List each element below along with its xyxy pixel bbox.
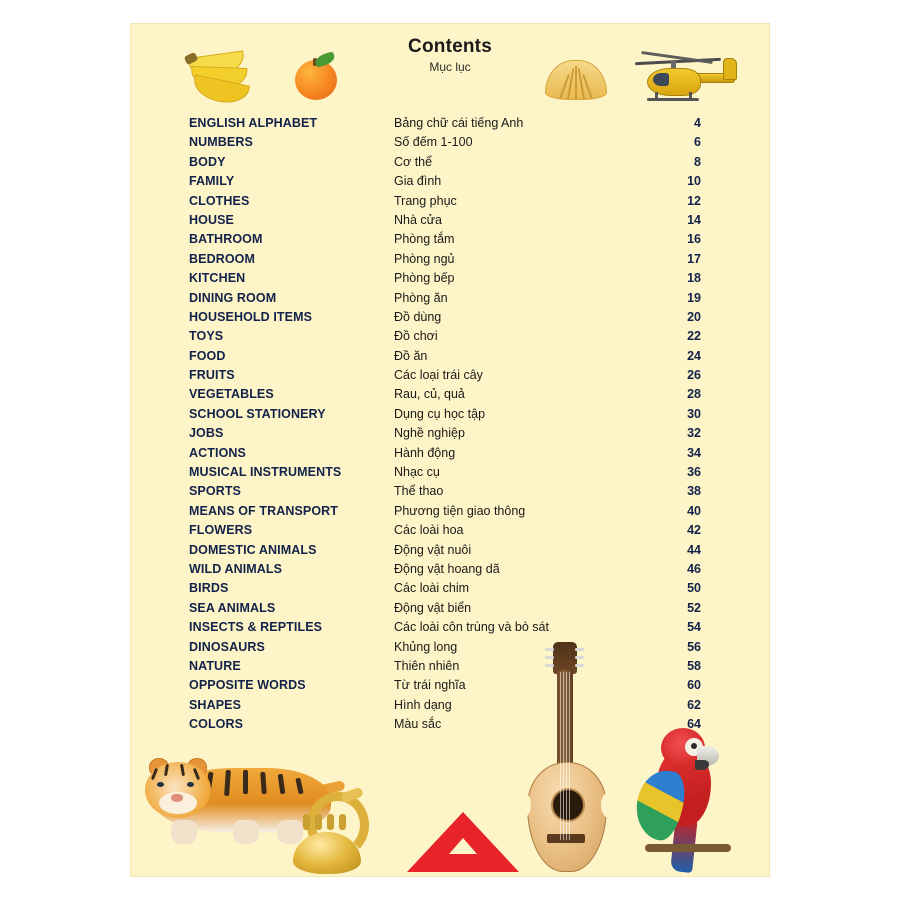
toc-title-english: HOUSE [189, 212, 234, 227]
toc-page-number: 46 [687, 561, 701, 576]
toc-title-english: CLOTHES [189, 193, 250, 208]
page-header [131, 24, 769, 108]
toc-title-english: INSECTS & REPTILES [189, 620, 323, 635]
toc-page-number: 34 [687, 445, 701, 460]
toc-row[interactable] [189, 502, 709, 521]
toc-row[interactable] [189, 172, 709, 191]
toc-title-vietnamese: Gia đình [394, 174, 442, 189]
toc-row[interactable] [189, 521, 709, 540]
toc-title-vietnamese: Các loại trái cây [394, 368, 483, 383]
toc-row[interactable] [189, 230, 709, 249]
toc-page-number: 36 [687, 465, 701, 480]
toc-page-number: 12 [687, 193, 701, 208]
toc-title-english: FOOD [189, 348, 226, 363]
toc-page-number: 54 [687, 620, 701, 635]
toc-title-vietnamese: Khủng long [394, 639, 458, 654]
toc-row[interactable] [189, 269, 709, 288]
toc-page-number: 14 [687, 212, 701, 227]
toc-title-vietnamese: Phương tiện giao thông [394, 503, 526, 518]
toc-title-english: MEANS OF TRANSPORT [189, 503, 339, 518]
toc-row[interactable] [189, 347, 709, 366]
toc-page-number: 10 [687, 174, 701, 189]
toc-page-number: 50 [687, 581, 701, 596]
toc-title-vietnamese: Nghề nghiệp [394, 426, 465, 441]
toc-row[interactable] [189, 482, 709, 501]
toc-title-vietnamese: Rau, củ, quả [394, 387, 465, 402]
parrot-icon [627, 718, 747, 874]
toc-row[interactable] [189, 114, 709, 133]
toc-row[interactable] [189, 327, 709, 346]
toc-title-vietnamese: Dụng cụ học tập [394, 406, 486, 421]
toc-row[interactable] [189, 618, 709, 637]
toc-title-vietnamese: Phòng ăn [394, 290, 448, 305]
helicopter-icon [631, 44, 741, 108]
toc-title-english: SHAPES [189, 697, 242, 712]
toc-page-number: 4 [694, 116, 701, 130]
toc-page-number: 19 [687, 290, 701, 305]
toc-title-english: JOBS [189, 426, 224, 441]
toc-row[interactable] [189, 153, 709, 172]
toc-title-vietnamese: Thiên nhiên [394, 658, 460, 673]
page-title [370, 36, 530, 74]
toc-title-english: DOMESTIC ANIMALS [189, 542, 317, 557]
title-vietnamese: Mục lục [429, 60, 471, 74]
toc-row[interactable] [189, 638, 709, 657]
toc-row[interactable] [189, 579, 709, 598]
toc-page-number: 17 [687, 251, 701, 266]
toc-title-vietnamese: Động vật nuôi [394, 542, 472, 557]
toc-page-number: 6 [694, 135, 701, 150]
toc-title-english: COLORS [189, 717, 244, 732]
toc-page-number: 26 [687, 368, 701, 383]
toc-page-number: 52 [687, 600, 701, 615]
toc-title-vietnamese: Trang phục [394, 193, 457, 208]
toc-title-vietnamese: Đồ chơi [394, 329, 438, 344]
toc-title-english: SEA ANIMALS [189, 600, 276, 615]
toc-page-number: 24 [687, 348, 701, 363]
toc-page-number: 8 [694, 154, 701, 169]
toc-row[interactable] [189, 657, 709, 676]
toc-page-number: 22 [687, 329, 701, 344]
toc-page-number: 38 [687, 484, 701, 499]
toc-page-number: 20 [687, 309, 701, 324]
toc-title-english: VEGETABLES [189, 387, 274, 402]
toc-title-vietnamese: Màu sắc [394, 717, 442, 732]
toc-title-vietnamese: Các loài chim [394, 581, 470, 596]
toc-title-vietnamese: Đồ ăn [394, 348, 428, 363]
guitar-icon [511, 636, 621, 874]
toc-row[interactable] [189, 424, 709, 443]
triangle-ruler-icon [407, 812, 519, 874]
toc-title-english: DINOSAURS [189, 639, 265, 654]
toc-title-vietnamese: Các loài hoa [394, 523, 464, 538]
toc-title-vietnamese: Nhà cửa [394, 212, 442, 227]
toc-page-number: 56 [687, 639, 701, 654]
toc-page-number: 30 [687, 406, 701, 421]
toc-title-english: NUMBERS [189, 135, 253, 150]
toc-page-number: 18 [687, 271, 701, 286]
toc-title-english: TOYS [189, 329, 224, 344]
toc-row[interactable] [189, 133, 709, 152]
tuba-icon [279, 784, 389, 876]
toc-row[interactable] [189, 250, 709, 269]
toc-title-english: BATHROOM [189, 232, 263, 247]
toc-title-vietnamese: Từ trái nghĩa [394, 678, 466, 693]
toc-title-vietnamese: Số đếm 1-100 [394, 135, 473, 150]
toc-row[interactable] [189, 676, 709, 695]
toc-title-vietnamese: Bảng chữ cái tiếng Anh [394, 116, 524, 130]
toc-title-vietnamese: Phòng tắm [394, 232, 455, 247]
toc-title-english: HOUSEHOLD ITEMS [189, 309, 313, 324]
toc-row[interactable] [189, 696, 709, 715]
toc-title-vietnamese: Đồ dùng [394, 309, 442, 324]
toc-page-number: 42 [687, 523, 701, 538]
toc-title-vietnamese: Phòng ngủ [394, 251, 455, 266]
toc-title-english: SPORTS [189, 484, 241, 499]
toc-title-vietnamese: Các loài côn trùng và bò sát [394, 620, 549, 635]
contents-page [131, 24, 769, 876]
toc-page-number: 28 [687, 387, 701, 402]
toc-title-english: FLOWERS [189, 523, 253, 538]
toc-title-english: ACTIONS [189, 445, 246, 460]
toc-title-vietnamese: Hành động [394, 445, 456, 460]
toc-title-english: FAMILY [189, 174, 235, 189]
toc-row[interactable] [189, 192, 709, 211]
toc-page-number: 64 [687, 717, 701, 732]
orange-icon [291, 52, 343, 102]
toc-title-vietnamese: Cơ thể [394, 154, 433, 169]
toc-title-english: DINING ROOM [189, 290, 277, 305]
toc-title-english: FRUITS [189, 368, 235, 383]
toc-row[interactable] [189, 541, 709, 560]
toc-title-vietnamese: Hình dạng [394, 697, 452, 712]
toc-row[interactable] [189, 599, 709, 618]
toc-title-english: ENGLISH ALPHABET [189, 116, 318, 130]
toc-page-number: 60 [687, 678, 701, 693]
toc-title-english: MUSICAL INSTRUMENTS [189, 465, 342, 480]
toc-title-english: KITCHEN [189, 271, 246, 286]
toc-row[interactable] [189, 444, 709, 463]
toc-row[interactable] [189, 405, 709, 424]
toc-title-vietnamese: Nhạc cụ [394, 465, 440, 480]
toc-row[interactable] [189, 289, 709, 308]
toc-page-number: 40 [687, 503, 701, 518]
toc-page-number: 44 [687, 542, 701, 557]
toc-title-vietnamese: Động vật biển [394, 600, 472, 615]
toc-title-vietnamese: Phòng bếp [394, 271, 455, 286]
toc-page-number: 32 [687, 426, 701, 441]
toc-row[interactable] [189, 308, 709, 327]
toc-page-number: 62 [687, 697, 701, 712]
toc-row[interactable] [189, 366, 709, 385]
toc-title-english: BIRDS [189, 581, 229, 596]
toc-title-vietnamese: Động vật hoang dã [394, 561, 500, 576]
toc-title-english: SCHOOL STATIONERY [189, 406, 326, 421]
toc-title-english: WILD ANIMALS [189, 561, 283, 576]
toc-title-vietnamese: Thể thao [394, 484, 444, 499]
seashell-icon [545, 54, 607, 102]
bananas-icon [183, 52, 255, 100]
toc-title-english: OPPOSITE WORDS [189, 678, 306, 693]
toc-row[interactable] [189, 463, 709, 482]
toc-title-english: NATURE [189, 658, 241, 673]
toc-title-english: BODY [189, 154, 226, 169]
toc-page-number: 58 [687, 658, 701, 673]
toc-row[interactable] [189, 560, 709, 579]
toc-page-number: 16 [687, 232, 701, 247]
toc-row[interactable] [189, 385, 709, 404]
table-of-contents [189, 114, 709, 735]
toc-title-english: BEDROOM [189, 251, 255, 266]
toc-row[interactable] [189, 211, 709, 230]
title-english: Contents [408, 36, 492, 57]
